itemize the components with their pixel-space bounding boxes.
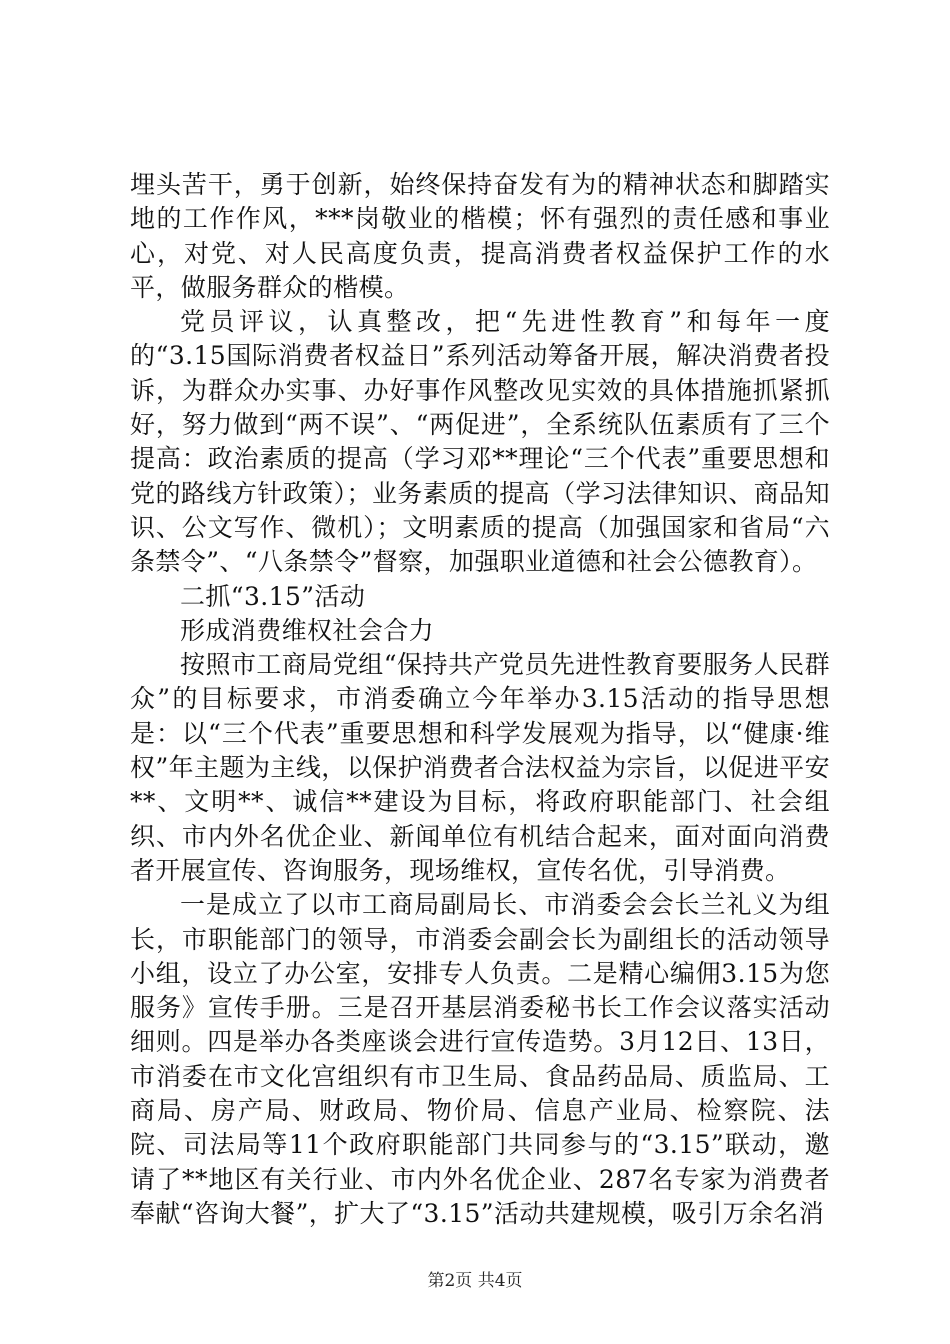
paragraph-party-review: 党员评议，认真整改，把“先进性教育”和每年一度的“3.15国际消费者权益日”系列活动筹备开展，解决消费者投诉，为群众办实事、办好事作风整改见实效的具体措施抓紧抓好，努力做到“两不误”、“两促进”，全系统队伍素质有了三个提高：政治素质的提高（学习邓**理论“三个代表”重要思想和党的路线方针政策）；业务素质的提高（学习法律知识、商品知识、公文写作、微机）；文明素质的提高（加强国家和省局“六条禁令”、“八条禁令”督察，加强职业道德和社会公德教育）。 [130,307,830,577]
paragraph-role-models: 埋头苦干，勇于创新，始终保持奋发有为的精神状态和脚踏实地的工作作风，***岗敬业的楷模；怀有强烈的责任感和事业心，对党、对人民高度负责，提高消费者权益保护工作的水平，做服务群众的楷模。 [130,170,830,302]
document-body [130,168,830,1231]
section-heading-315: 二抓“3.15”活动 [180,581,366,611]
paragraph-guiding-thought: 按照市工商局党组“保持共产党员先进性教育要服务人民群众”的目标要求，市消委确立今年举办3.15活动的指导思想是：以“三个代表”重要思想和科学发展观为指导，以“健康·维权”年主题为主线，以保护消费者合法权益为宗旨，以促进平安**、文明**、诚信**建设为目标，将政府职能部门、社会组织、市内外名优企业、新闻单位有机结合起来，面对面向消费者开展宣传、咨询服务，现场维权，宣传名优，引导消费。 [130,650,830,885]
section-subheading: 形成消费维权社会合力 [180,615,435,645]
page-number-footer: 第2页 共4页 [427,1271,523,1291]
paragraph-activities: 一是成立了以市工商局副局长、市消委会会长兰礼义为组长，市职能部门的领导，市消委会副会长为副组长的活动领导小组，设立了办公室，安排专人负责。二是精心编佣3.15为您服务》宣传手册。三是召开基层消委秘书长工作会议落实活动细则。四是举办各类座谈会进行宣传造势。3月12日、13日，市消委在市文化宫组织有市卫生局、食品药品局、质监局、工商局、房产局、财政局、物价局、信息产业局、检察院、法院、司法局等11个政府职能部门共同参与的“3.15”联动，邀请了**地区有关行业、市内外名优企业、287名专家为消费者奉献“咨询大餐”，扩大了“3.15”活动共建规模，吸引万余名消 [130,890,830,1228]
